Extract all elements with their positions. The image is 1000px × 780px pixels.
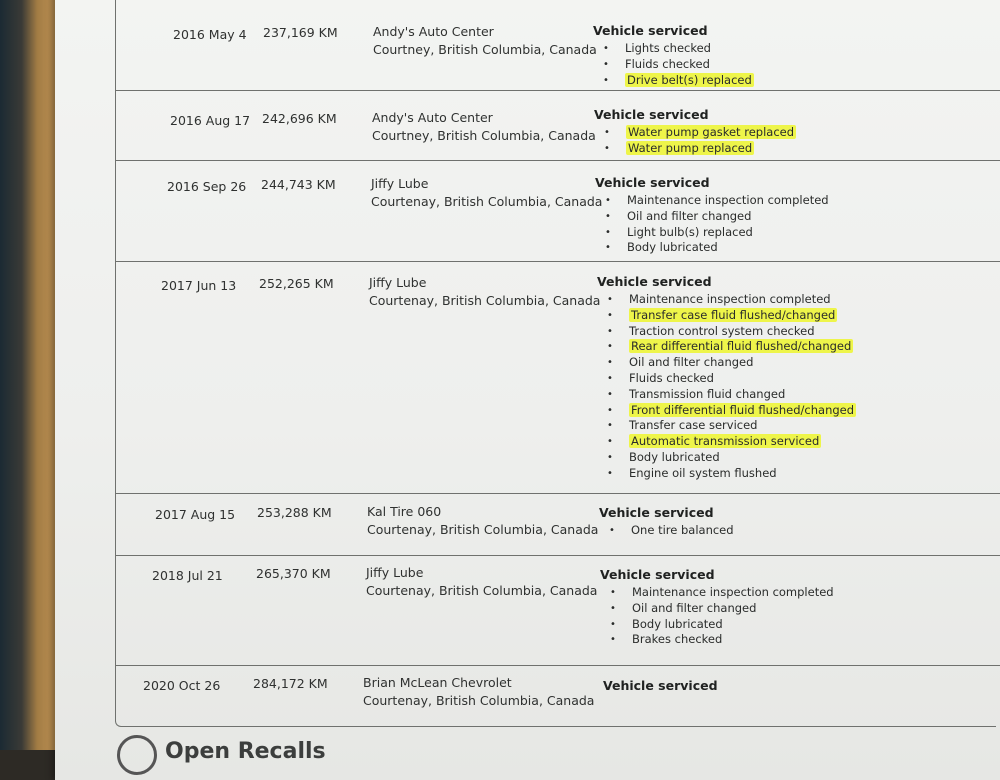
service-item (603, 41, 754, 57)
service-item-text: Water pump gasket replaced (628, 125, 795, 139)
record-location (373, 23, 597, 59)
service-item (607, 339, 856, 355)
service-item-text: Maintenance inspection completed (627, 193, 829, 207)
service-heading: Vehicle serviced (597, 274, 712, 289)
logo-icon (117, 735, 157, 775)
service-item (610, 585, 834, 601)
service-item-text: Brakes checked (632, 632, 723, 647)
location-name: Brian McLean Chevrolet (363, 675, 512, 690)
service-item (607, 371, 856, 387)
record-odometer: 242,696 KM (262, 111, 337, 126)
location-name: Andy's Auto Center (373, 24, 494, 39)
service-item-list (610, 585, 834, 648)
record-date: 2016 Sep 26 (167, 179, 247, 194)
record-location (366, 564, 597, 600)
service-item-text: Oil and filter changed (627, 208, 752, 223)
service-item-list (607, 292, 856, 482)
service-details (595, 174, 829, 256)
service-item (607, 308, 856, 324)
service-item (607, 450, 856, 466)
location-place: Courtenay, British Columbia, Canada (371, 194, 603, 209)
record-location (371, 175, 602, 211)
service-item (609, 523, 734, 539)
service-details (599, 504, 734, 539)
footer-logo (115, 735, 415, 764)
desk-background (0, 0, 62, 750)
service-heading: Vehicle serviced (600, 567, 715, 582)
service-item-text: Water pump replaced (628, 140, 753, 155)
service-item (607, 324, 856, 340)
table-row (115, 160, 1000, 262)
service-item-text: Oil and filter changed (629, 355, 754, 370)
service-item (604, 141, 796, 157)
service-item (607, 403, 856, 419)
service-item-text: Transfer case serviced (629, 418, 758, 433)
record-location (367, 503, 598, 539)
service-item-list (603, 41, 754, 88)
service-item (605, 193, 829, 209)
service-item (607, 387, 856, 403)
record-odometer: 265,370 KM (256, 566, 331, 581)
service-item-text: Lights checked (625, 41, 711, 55)
record-date: 2016 May 4 (173, 27, 247, 42)
location-name: Andy's Auto Center (372, 110, 493, 125)
location-place: Courtenay, British Columbia, Canada (363, 693, 595, 708)
table-row (115, 493, 1000, 556)
record-location (363, 674, 594, 710)
service-item-list (605, 193, 829, 256)
service-item-text: Rear differential fluid flushed/changed (631, 339, 852, 354)
location-place: Courtenay, British Columbia, Canada (366, 583, 598, 598)
service-item-text: Drive belt(s) replaced (627, 72, 752, 87)
service-item-text: Traction control system checked (629, 323, 815, 338)
record-location (372, 109, 596, 145)
service-item-text: Body lubricated (629, 449, 720, 464)
service-heading: Vehicle serviced (594, 107, 709, 122)
record-odometer: 253,288 KM (257, 505, 332, 520)
service-item-text: Oil and filter changed (632, 600, 757, 615)
record-date: 2018 Jul 21 (152, 568, 223, 583)
location-name: Jiffy Lube (369, 275, 427, 290)
record-odometer: 284,172 KM (253, 676, 328, 691)
service-item-text: Body lubricated (627, 240, 718, 255)
service-details (593, 22, 754, 88)
record-odometer: 252,265 KM (259, 276, 334, 291)
service-item-text: Maintenance inspection completed (629, 292, 831, 306)
service-heading: Vehicle serviced (595, 175, 710, 190)
service-item-text: Body lubricated (632, 616, 723, 631)
service-item-text: Light bulb(s) replaced (627, 224, 753, 239)
service-item-text: Fluids checked (629, 370, 714, 385)
service-item-text: Front differential fluid flushed/changed (631, 402, 855, 417)
service-item (610, 632, 834, 648)
service-item (603, 57, 754, 73)
table-row (115, 555, 1000, 666)
record-date: 2017 Aug 15 (155, 507, 236, 522)
service-heading: Vehicle serviced (593, 23, 708, 38)
service-item (605, 209, 829, 225)
service-item (603, 73, 754, 89)
service-details (594, 106, 796, 157)
record-location (369, 274, 600, 310)
service-details (600, 566, 834, 648)
location-place: Courtney, British Columbia, Canada (373, 42, 597, 57)
record-date: 2016 Aug 17 (170, 113, 251, 128)
table-row (115, 261, 1000, 494)
service-item-text: Maintenance inspection completed (632, 585, 834, 599)
table-row (115, 665, 1000, 727)
table-row (115, 0, 1000, 91)
service-item-list (604, 125, 796, 157)
service-item (610, 601, 834, 617)
service-item (607, 292, 856, 308)
location-place: Courtenay, British Columbia, Canada (367, 522, 599, 537)
service-item (605, 225, 829, 241)
service-item-text: Automatic transmission serviced (631, 434, 820, 449)
service-item-text: Transmission fluid changed (629, 386, 786, 401)
location-place: Courtney, British Columbia, Canada (372, 128, 596, 143)
service-item-text: Fluids checked (625, 56, 710, 71)
service-item (607, 434, 856, 450)
service-item (605, 240, 829, 256)
service-item-text: One tire balanced (631, 523, 734, 537)
table-row (115, 90, 1000, 161)
service-item (604, 125, 796, 141)
record-date: 2020 Oct 26 (143, 678, 221, 693)
service-item (607, 466, 856, 482)
service-heading: Vehicle serviced (599, 505, 714, 520)
logo-text: Open Recalls (165, 739, 326, 764)
service-item (607, 418, 856, 434)
service-details (603, 677, 718, 696)
service-details (597, 273, 856, 482)
service-item (610, 617, 834, 633)
location-name: Kal Tire 060 (367, 504, 442, 519)
location-name: Jiffy Lube (371, 176, 429, 191)
service-item-text: Transfer case fluid flushed/changed (631, 307, 836, 322)
service-item-list (609, 523, 734, 539)
service-item (607, 355, 856, 371)
location-name: Jiffy Lube (366, 565, 424, 580)
location-place: Courtenay, British Columbia, Canada (369, 293, 601, 308)
service-heading: Vehicle serviced (603, 678, 718, 693)
service-item-text: Engine oil system flushed (629, 465, 777, 480)
record-odometer: 237,169 KM (263, 25, 338, 40)
record-date: 2017 Jun 13 (161, 278, 237, 293)
record-odometer: 244,743 KM (261, 177, 336, 192)
